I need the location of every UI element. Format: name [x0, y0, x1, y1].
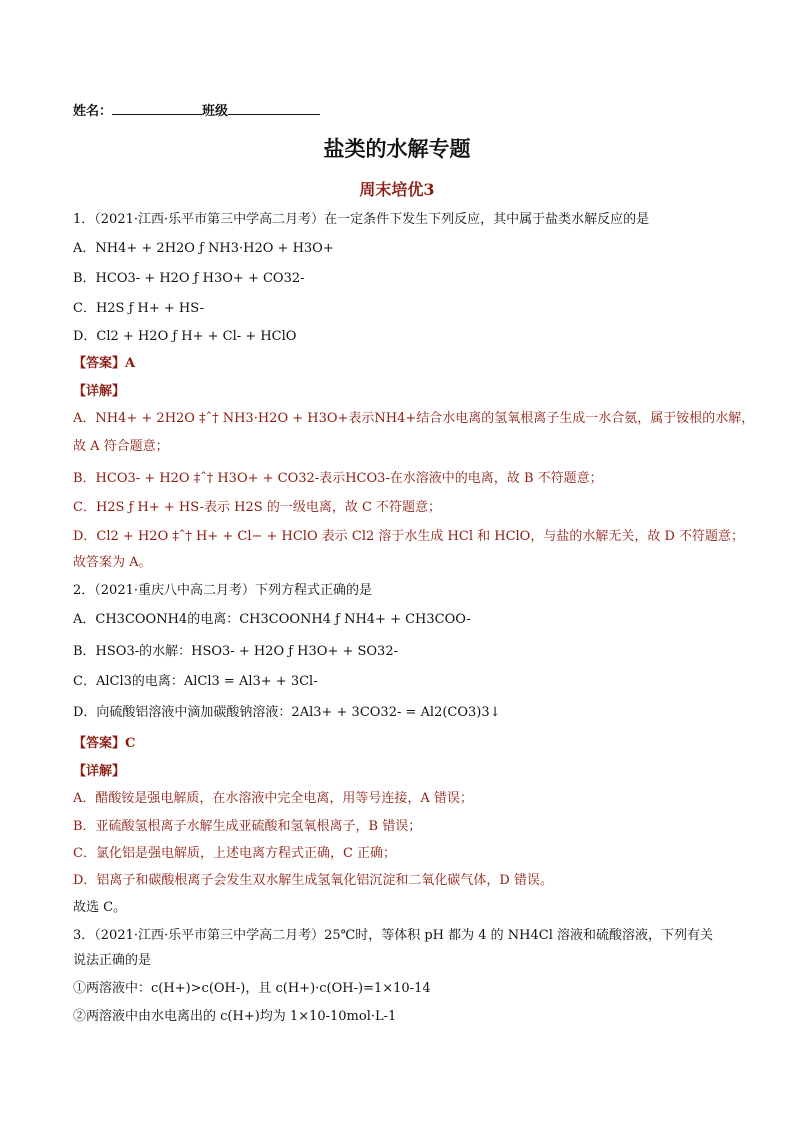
- q1-explanation-heading: 【详解】: [73, 384, 126, 399]
- q1-answer: 【答案】A: [73, 356, 136, 371]
- q1-option-d: D．Cl2 + H2O ƒ H+ + Cl- + HClO: [73, 329, 297, 344]
- q2-stem: 2．（2021·重庆八中高二月考）下列方程式正确的是: [73, 583, 372, 598]
- name-label: 姓名：: [73, 104, 113, 119]
- q2-explanation-a: A．醋酸铵是强电解质，在水溶液中完全电离，用等号连接，A 错误；: [73, 791, 473, 806]
- q2-explanation-b: B．亚硫酸氢根离子水解生成亚硫酸和氢氧根离子，B 错误；: [73, 819, 422, 834]
- q2-explanation-heading: 【详解】: [73, 764, 126, 779]
- q1-option-c: C．H2S ƒ H+ + HS-: [73, 301, 205, 316]
- q1-option-b: B．HCO3- + H2O ƒ H3O+ + CO32-: [73, 271, 305, 286]
- page-title: 盐类的水解专题: [323, 136, 471, 161]
- q1-explanation-a-cont: 故 A 符合题意；: [73, 439, 169, 454]
- name-blank[interactable]: [112, 102, 202, 115]
- q1-explanation-d: D．Cl2 + H2O ‡ˆ† H+ + Cl− + HClO 表示 Cl2 溶于水生成 HCl 和 HClO，与盐的水解无关，故 D 不符题意；: [73, 529, 745, 544]
- q1-explanation-c: C．H2S ƒ H+ + HS-表示 H2S 的一级电离，故 C 不符题意；: [73, 500, 442, 515]
- q1-explanation-b: B．HCO3- + H2O ‡ˆ† H3O+ + CO32-表示HCO3-在水溶液中的电离，故 B 不符题意；: [73, 471, 603, 486]
- q2-option-a: A．CH3COONH4的电离：CH3COONH4 ƒ NH4+ + CH3COO-: [73, 612, 471, 627]
- q3-statement-1: ①两溶液中：c(H+)>c(OH-)，且 c(H+)·c(OH-)=1×10-14: [73, 981, 431, 996]
- q2-option-b: B．HSO3-的水解：HSO3- + H2O ƒ H3O+ + SO32-: [73, 644, 398, 659]
- q1-stem: 1．（2021·江西·乐平市第三中学高二月考）在一定条件下发生下列反应，其中属于盐类水解反应的是: [73, 212, 650, 227]
- q2-option-d: D．向硫酸铝溶液中滴加碳酸钠溶液：2Al3+ + 3CO32- = Al2(CO3)3↓: [73, 705, 501, 720]
- q2-conclusion: 故选 C。: [73, 900, 127, 915]
- q1-conclusion: 故答案为 A。: [73, 555, 152, 570]
- q1-explanation-a: A．NH4+ + 2H2O ‡ˆ† NH3·H2O + H3O+表示NH4+结合水电离的氢氧根离子生成一水合氨，属于铵根的水解，: [73, 411, 755, 426]
- q3-statement-2: ②两溶液中由水电离出的 c(H+)均为 1×10-10mol·L-1: [73, 1009, 397, 1024]
- q2-answer: 【答案】C: [73, 736, 136, 751]
- header-fields: [73, 102, 320, 120]
- page-subtitle: 周末培优3: [359, 180, 435, 199]
- q3-stem-cont: 说法正确的是: [73, 953, 152, 968]
- q2-option-c: C．AlCl3的电离：AlCl3 = Al3+ + 3Cl-: [73, 674, 318, 689]
- q1-option-a: A．NH4+ + 2H2O ƒ NH3·H2O + H3O+: [73, 241, 334, 256]
- q2-explanation-c: C．氯化铝是强电解质，上述电离方程式正确，C 正确；: [73, 846, 397, 861]
- class-blank[interactable]: [228, 102, 320, 115]
- q2-explanation-d: D．铝离子和碳酸根离子会发生双水解生成氢氧化铝沉淀和二氧化碳气体，D 错误。: [73, 873, 553, 888]
- q3-stem: 3．（2021·江西·乐平市第三中学高二月考）25℃时，等体积 pH 都为 4 的 NH4Cl 溶液和硫酸溶液，下列有关: [73, 928, 714, 943]
- class-label: 班级: [202, 104, 229, 119]
